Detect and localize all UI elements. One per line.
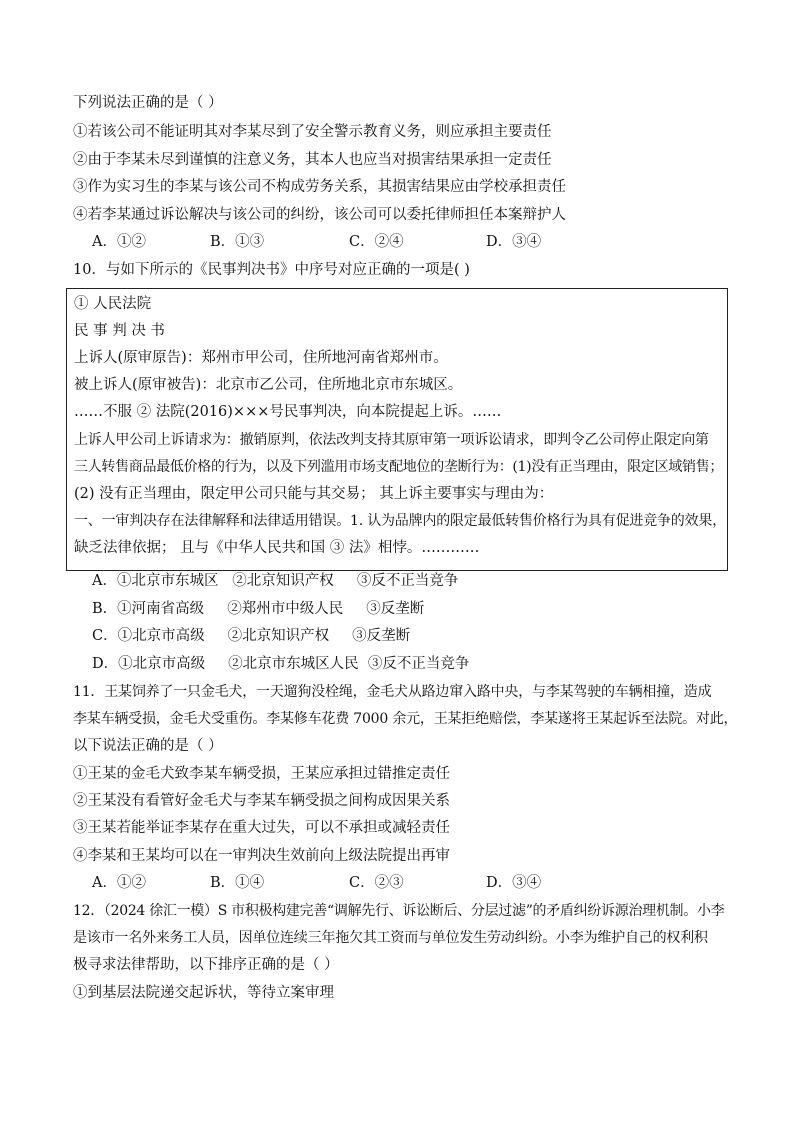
q11-stem-line-2: 李某车辆受损，金毛犬受重伤。李某修车花费 7000 余元，王某拒绝赔偿，李某遂将王某起诉至法院。对此， bbox=[73, 711, 738, 727]
q11-option-a: A．①② bbox=[92, 875, 146, 891]
judgment-request-line-2: 三人转售商品最低价格的行为，以及下列滥用市场支配地位的垄断行为：(1)没有正当理由，限定区域销售； bbox=[74, 459, 724, 475]
q11-stem-line-3: 以下说法正确的是（ ） bbox=[73, 738, 223, 754]
q10-stem: 10．与如下所示的《民事判决书》中序号对应正确的一项是( ) bbox=[73, 262, 470, 278]
judgment-request-line-3: (2) 没有正当理由，限定甲公司只能与其交易； 其上诉主要事实与理由为： bbox=[74, 486, 554, 502]
judgment-appellant: 上诉人(原审原告)：郑州市甲公司，住所地河南省郑州市。 bbox=[74, 350, 448, 366]
judgment-appellee: 被上诉人(原审被告)：北京市乙公司，住所地北京市东城区。 bbox=[74, 377, 463, 393]
q10-option-c: C．①北京市高级 ②北京知识产权 ③反垄断 bbox=[92, 628, 411, 644]
q12-stem-line-1: 12．（2024 徐汇一模）S 市积极构建完善“调解先行、诉讼断后、分层过滤”的矛盾纠纷诉源治理机制。小李 bbox=[73, 903, 725, 919]
q9-statement-2: ②由于李某未尽到谨慎的注意义务，其本人也应当对损害结果承担一定责任 bbox=[73, 152, 552, 168]
q9-option-b: B．①③ bbox=[210, 234, 265, 250]
q11-option-b: B．①④ bbox=[210, 875, 265, 891]
q9-option-d: D．③④ bbox=[486, 234, 542, 250]
q11-statement-1: ①王某的金毛犬致李某车辆受损，王某应承担过错推定责任 bbox=[73, 766, 450, 782]
q9-option-a: A．①② bbox=[92, 234, 146, 250]
q9-statement-1: ①若该公司不能证明其对李某尽到了安全警示教育义务，则应承担主要责任 bbox=[73, 124, 552, 140]
q12-stem-line-2: 是该市一名外来务工人员，因单位连续三年拖欠其工资而与单位发生劳动纠纷。小李为维护自己的权利积 bbox=[73, 930, 708, 946]
q10-option-b: B．①河南省高级 ②郑州市中级人民 ③反垄断 bbox=[92, 601, 425, 617]
q11-option-d: D．③④ bbox=[486, 875, 542, 891]
judgment-title: 民 事 判 决 书 bbox=[74, 323, 165, 339]
judgment-court-line: ① 人民法院 bbox=[74, 296, 152, 312]
q10-option-d: D．①北京市高级 ②北京市东城区人民 ③反不正当竞争 bbox=[92, 656, 470, 672]
q11-stem-line-1: 11．王某饲养了一只金毛犬，一天遛狗没栓绳，金毛犬从路边窜入路中央，与李某驾驶的车辆相撞，造成 bbox=[73, 684, 712, 700]
q10-option-a: A．①北京市东城区 ②北京知识产权 ③反不正当竞争 bbox=[92, 573, 459, 589]
judgment-request-line-1: 上诉人甲公司上诉请求为：撤销原判，依法改判支持其原审第一项诉讼请求，即判令乙公司停止限定向第 bbox=[74, 432, 709, 448]
q11-option-c: C．②③ bbox=[349, 875, 404, 891]
q9-statement-3: ③作为实习生的李某与该公司不构成劳务关系，其损害结果应由学校承担责任 bbox=[73, 179, 566, 195]
q9-statement-4: ④若李某通过诉讼解决与该公司的纠纷，该公司可以委托律师担任本案辩护人 bbox=[73, 207, 566, 223]
q12-statement-1: ①到基层法院递交起诉状，等待立案审理 bbox=[73, 985, 334, 1001]
judgment-reason-line-2: 缺乏法律依据； 且与《中华人民共和国 ③ 法》相悖。………… bbox=[74, 540, 480, 556]
judgment-appeal-line: ……不服 ② 法院(2016)×××号民事判决，向本院提起上诉。…… bbox=[74, 404, 502, 420]
q11-statement-2: ②王某没有看管好金毛犬与李某车辆受损之间构成因果关系 bbox=[73, 793, 450, 809]
q11-statement-4: ④李某和王某均可以在一审判决生效前向上级法院提出再审 bbox=[73, 848, 450, 864]
q12-stem-line-3: 极寻求法律帮助，以下排序正确的是（ ） bbox=[73, 957, 339, 973]
judgment-reason-line-1: 一、一审判决存在法律解释和法律适用错误。1. 认为品牌内的限定最低转售价格行为具有促进竞争的效果， bbox=[74, 513, 727, 529]
q9-option-c: C．②④ bbox=[349, 234, 404, 250]
q11-statement-3: ③王某若能举证李某存在重大过失，可以不承担或减轻责任 bbox=[73, 820, 450, 836]
judgment-document-box bbox=[66, 288, 728, 571]
q9-stem: 下列说法正确的是（ ） bbox=[73, 95, 223, 111]
